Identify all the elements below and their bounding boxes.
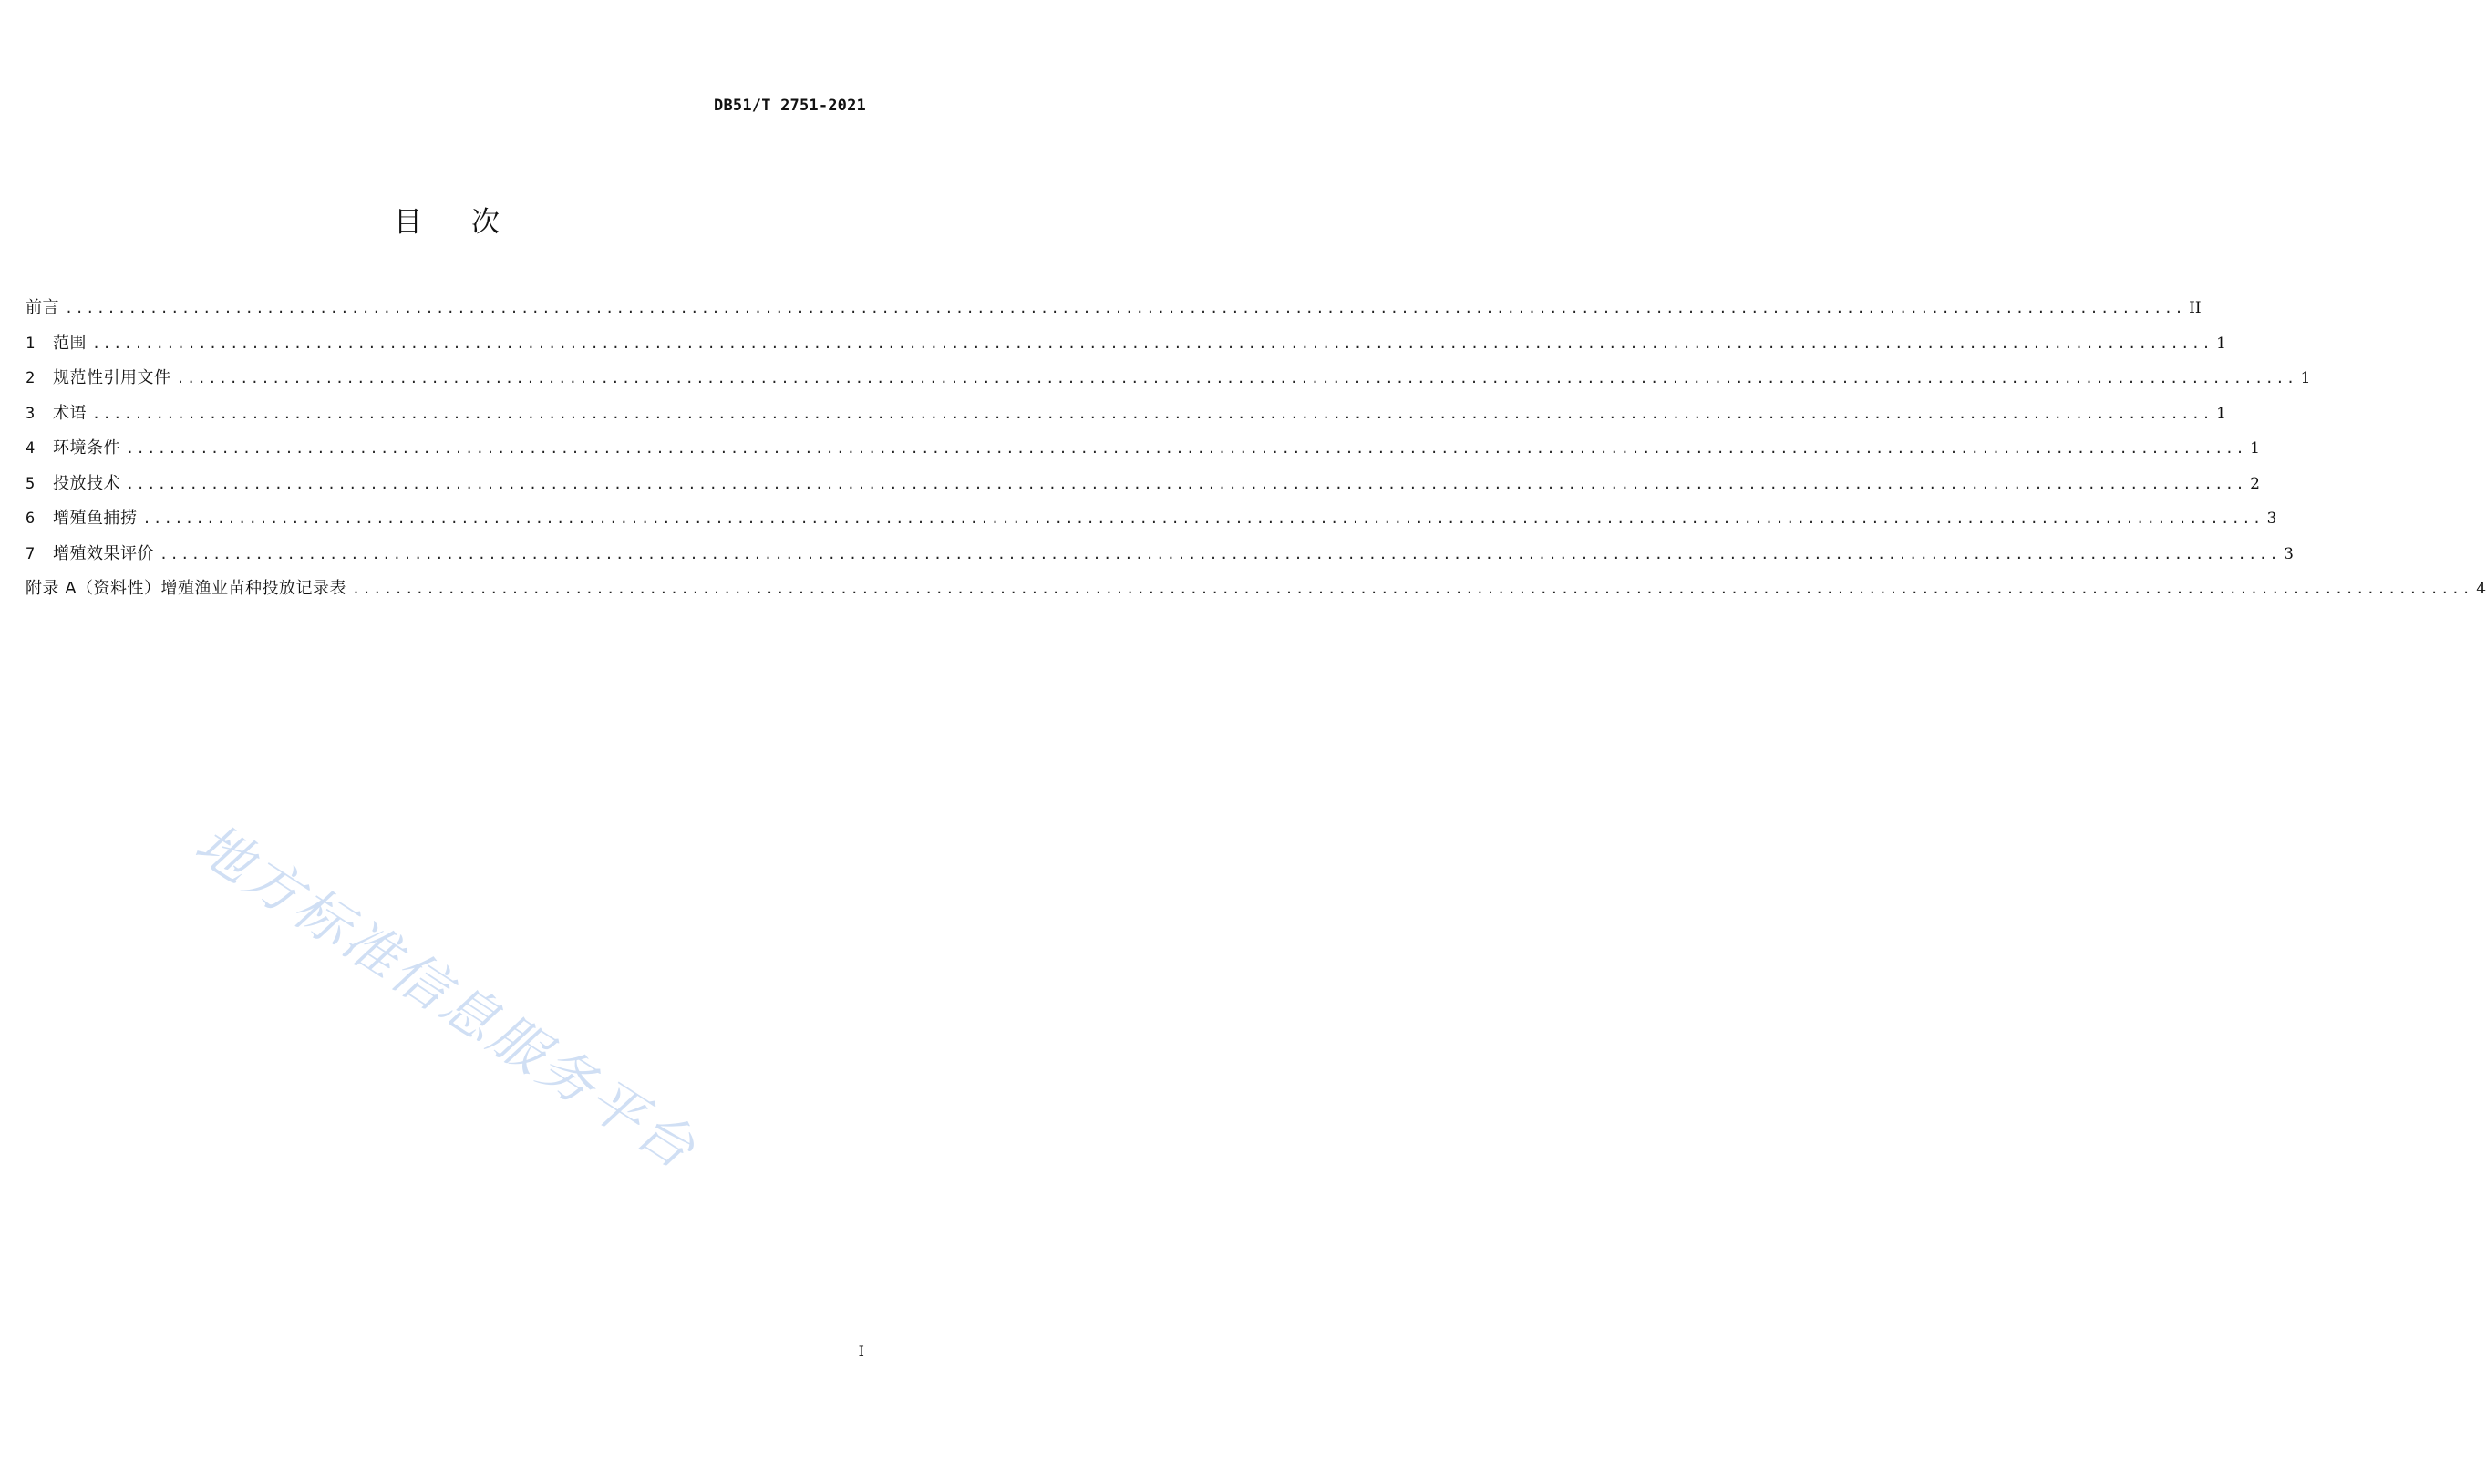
page-number: I: [858, 1343, 864, 1360]
toc-entry-environment[interactable]: [26, 438, 2260, 473]
toc-entry-foreword[interactable]: [26, 297, 2202, 333]
document-number: DB51/T 2751-2021: [714, 97, 866, 115]
toc-entry-number: 7: [26, 544, 36, 563]
toc-entry-scope[interactable]: [26, 333, 2226, 368]
watermark: 地方标准信息服务平台: [183, 811, 708, 1183]
toc-entry-stocking-technique[interactable]: [26, 473, 2260, 509]
toc-dot-leader: ........................................................................................................................................................................................................: [160, 545, 2281, 562]
toc-entry-fish-harvesting[interactable]: [26, 508, 2277, 543]
toc-entry-page: 1: [2216, 334, 2226, 353]
toc-dot-leader: ........................................................................................................................................................................................................: [65, 300, 2186, 316]
toc-entry-label: 前言: [26, 298, 59, 317]
toc-entry-number: 1: [26, 334, 36, 353]
toc-dot-leader: ........................................................................................................................................................................................................: [92, 335, 2213, 352]
toc-entry-label: 增殖效果评价: [53, 543, 154, 563]
toc-entry-label: 环境条件: [53, 438, 120, 458]
toc-entry-number: 3: [26, 404, 36, 423]
toc-entry-page: 3: [2284, 544, 2294, 563]
toc-entry-page: 1: [2250, 439, 2260, 458]
toc-entry-number: 6: [26, 510, 36, 528]
toc-entry-page: II: [2189, 299, 2202, 317]
toc-entry-page: 3: [2266, 510, 2277, 528]
toc-dot-leader: ........................................................................................................................................................................................................: [142, 510, 2264, 527]
toc-entry-label: 附录 A（资料性）增殖渔业苗种投放记录表: [26, 579, 347, 598]
table-of-contents: [26, 297, 2486, 613]
toc-entry-effect-evaluation[interactable]: [26, 543, 2294, 579]
toc-entry-number: 2: [26, 369, 36, 387]
toc-entry-normative-references[interactable]: [26, 367, 2311, 403]
toc-entry-label: 术语: [53, 403, 87, 423]
toc-entry-page: 1: [2216, 404, 2226, 423]
toc-entry-appendix-a[interactable]: [26, 578, 2486, 613]
toc-entry-label: 规范性引用文件: [53, 368, 171, 387]
toc-entry-number: 5: [26, 474, 36, 493]
toc-entry-page: 1: [2300, 369, 2311, 387]
toc-entry-terms[interactable]: [26, 403, 2226, 438]
toc-dot-leader: ........................................................................................................................................................................................................: [92, 405, 2213, 422]
toc-entry-page: 4: [2476, 580, 2486, 598]
toc-entry-page: 2: [2250, 474, 2260, 493]
toc-entry-label: 投放技术: [53, 473, 120, 493]
toc-dot-leader: ........................................................................................................................................................................................................: [126, 475, 2247, 492]
toc-entry-label: 范围: [53, 333, 87, 353]
toc-entry-label: 增殖鱼捕捞: [53, 509, 138, 528]
page-title: 目次: [394, 206, 549, 239]
toc-dot-leader: ........................................................................................................................................................................................................: [352, 581, 2473, 597]
toc-dot-leader: ........................................................................................................................................................................................................: [176, 370, 2297, 386]
toc-entry-number: 4: [26, 439, 36, 458]
toc-dot-leader: ........................................................................................................................................................................................................: [126, 440, 2247, 457]
